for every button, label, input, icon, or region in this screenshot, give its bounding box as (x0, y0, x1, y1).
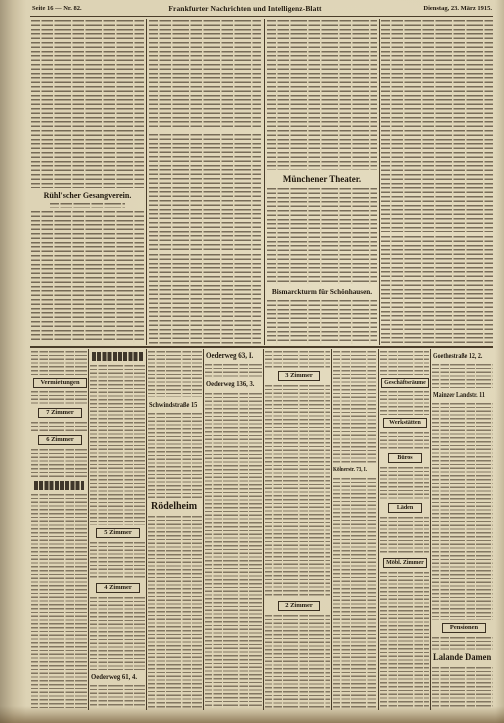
ad-text (432, 667, 493, 708)
section-label-5-rooms: 5 Zimmer (96, 528, 140, 538)
header-rule (30, 16, 493, 17)
ad-heading-lalande: Lalande Damen (433, 652, 492, 662)
section-label-boarding-houses: Pensionen (442, 623, 486, 633)
section-label-offices: Büros (388, 453, 422, 463)
ad-text (90, 597, 145, 670)
ad-text (31, 449, 87, 477)
section-label-7-rooms: 7 Zimmer (38, 408, 82, 418)
ad-text (90, 685, 145, 708)
text-block (267, 300, 377, 344)
section-label-workshops: Werkstätten (383, 418, 427, 428)
text-block (50, 203, 125, 208)
text-block (267, 188, 377, 284)
ad-column-rule (430, 349, 431, 710)
section-label-4-rooms: 4 Zimmer (96, 583, 140, 593)
ad-text (265, 351, 330, 368)
text-block (31, 20, 144, 188)
ad-text (31, 351, 87, 375)
ad-text (265, 385, 330, 598)
section-label-2-rooms: 2 Zimmer (278, 601, 320, 611)
ad-text (148, 516, 202, 708)
ad-text (31, 391, 87, 405)
text-block (149, 20, 261, 130)
column-rule (146, 19, 147, 345)
ad-column-rule (203, 349, 204, 710)
text-block (149, 134, 261, 250)
article-heading-theater: Münchener Theater. (282, 174, 362, 184)
ad-address-koelnerstr: Kölnerstr. 73, I. (333, 466, 368, 473)
ad-column-rule (146, 349, 147, 710)
ad-text (380, 517, 429, 555)
ad-text (432, 403, 493, 620)
ad-address-oederweg-61: Oederweg 61, 4. (91, 672, 138, 681)
ad-address-oederweg-63: Oederweg 63, I. (206, 351, 254, 360)
section-label-business-premises: Geschäftsräume (381, 378, 429, 388)
ad-column-rule (331, 349, 332, 710)
article-heading-bismarckturm: Bismarckturm für Schönhausen. (271, 288, 373, 296)
section-label-3-rooms: 3 Zimmer (278, 371, 320, 381)
ad-heading-bold (92, 352, 143, 361)
text-block (381, 20, 493, 232)
text-block (31, 211, 144, 343)
text-block (267, 20, 377, 170)
ad-text (333, 351, 377, 463)
ad-text (380, 432, 429, 450)
ad-text (90, 365, 145, 525)
ad-text (380, 351, 429, 375)
ad-text (90, 542, 145, 580)
ad-text (265, 615, 330, 708)
page-number: Seite 16 — Nr. 82. (32, 5, 82, 12)
section-label-rentals: Vermietungen (33, 378, 87, 388)
text-block (381, 236, 493, 344)
section-label-furnished-rooms: Möbl. Zimmer (383, 558, 427, 568)
ad-text (31, 494, 87, 708)
issue-date: Dienstag, 23. März 1915. (423, 5, 492, 12)
newspaper-title: Frankfurter Nachrichten und Intelligenz-Blatt (168, 4, 322, 13)
section-label-6-rooms: 6 Zimmer (38, 435, 82, 445)
ad-text (148, 351, 202, 397)
ad-text (205, 364, 262, 378)
ad-column-rule (378, 349, 379, 710)
article-heading-gesangverein: Rühl'scher Gesangverein. (43, 191, 132, 200)
ad-address-schwindstrasse: Schwindstraße 15 (149, 400, 198, 409)
ad-text (148, 413, 202, 499)
ad-column-rule (263, 349, 264, 710)
ad-heading-bold (34, 481, 84, 490)
ad-text (432, 364, 493, 388)
ad-text (333, 478, 377, 708)
section-label-shops: Läden (388, 503, 422, 513)
ad-address-mainzer-landstrasse: Mainzer Landstr. 11 (433, 390, 485, 399)
ad-address-oederweg-136: Oederweg 136, 3. (206, 379, 255, 388)
text-block (149, 254, 261, 344)
ad-text (380, 391, 429, 415)
ad-text (31, 422, 87, 432)
section-rule (30, 346, 493, 348)
ad-text (205, 393, 262, 708)
column-rule (264, 19, 265, 345)
ad-text (380, 467, 429, 500)
ad-place-roedelheim: Rödelheim (151, 501, 198, 512)
ad-text (432, 637, 493, 650)
ad-text (380, 572, 429, 708)
ad-address-goethestrasse: Goethestraße 12, 2. (433, 351, 483, 360)
column-rule (379, 19, 380, 345)
ad-column-rule (88, 349, 89, 710)
